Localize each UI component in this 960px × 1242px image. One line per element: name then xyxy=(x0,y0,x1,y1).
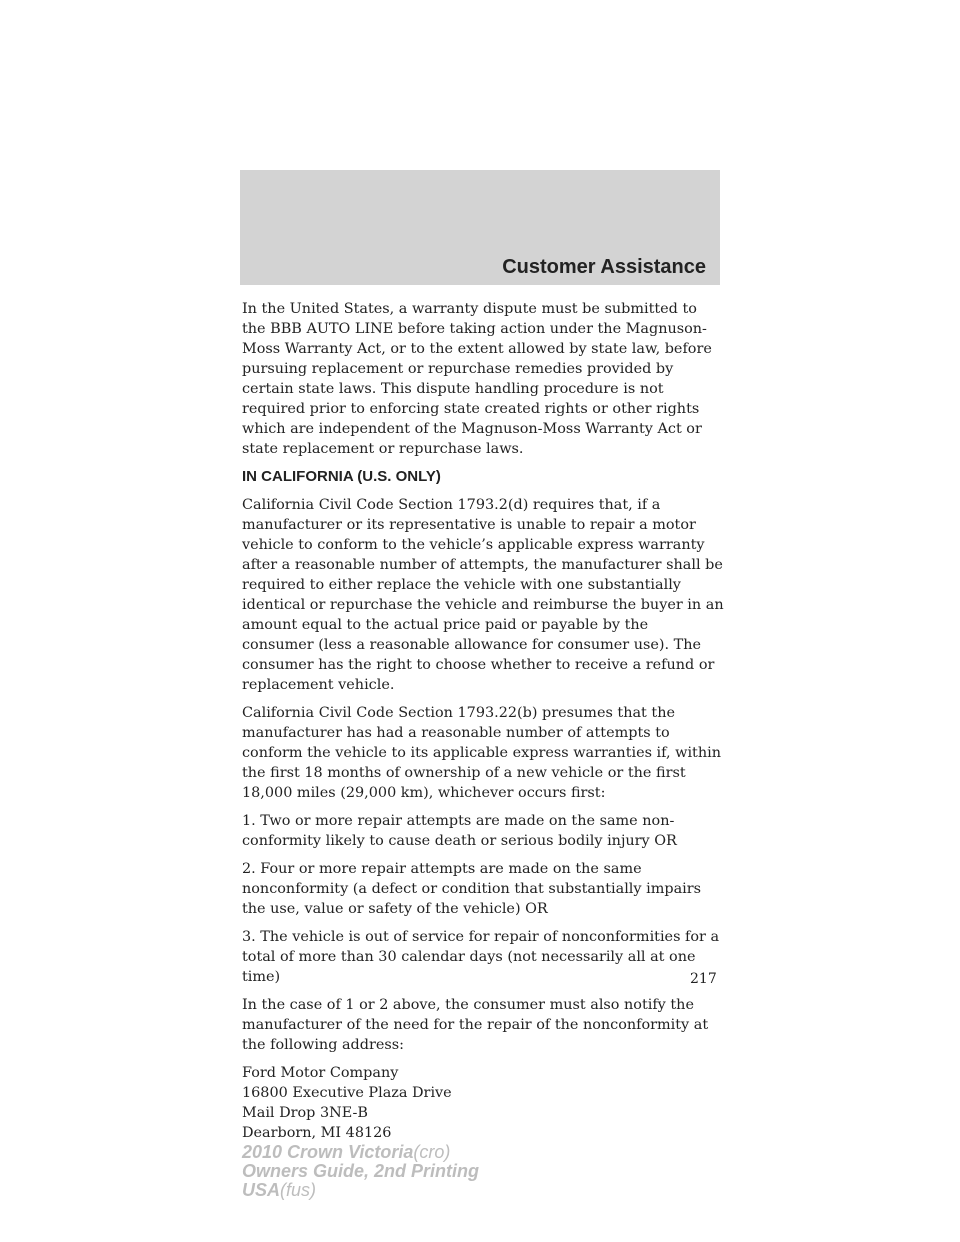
footer-line-1: 2010 Crown Victoria(cro) xyxy=(242,1142,451,1162)
paragraph-notify: In the case of 1 or 2 above, the consumer must also notify the manufacturer of the need for the repair of the nonconformity at the following address: xyxy=(242,997,709,1053)
paragraph-civil-code-1793-2: California Civil Code Section 1793.2(d) requires that, if a manufacturer or its representative is unable to repair a motor vehicle to conform to the vehicle’s applicable express warranty after a reasonable number of attempts, the manufacturer shall be required to either replace the vehicle with one substantially identical or repurchase the vehicle and reimburse the buyer in an amount equal to the actual price paid or payable by the consumer (less a reasonable allowance for consumer use). The consumer has the right to choose whether to receive a refund or replacement vehicle. xyxy=(242,497,724,693)
list-item-3: 3. The vehicle is out of service for repair of nonconformities for a total of more than 30 calendar days (not necessarily all at one time) xyxy=(242,929,720,985)
section-header-band xyxy=(240,170,720,285)
section-title: Customer Assistance xyxy=(502,256,706,278)
page-number: 217 xyxy=(690,971,717,987)
address-line: Mail Drop 3NE-B xyxy=(242,1105,368,1121)
list-item-2: 2. Four or more repair attempts are made on the same nonconformity (a defect or condition that substantially impairs the use, value or safety of the vehicle) OR xyxy=(242,861,702,917)
paragraph-warranty-dispute: In the United States, a warranty dispute must be submitted to the BBB AUTO LINE before taking action under the Magnuson-Moss Warranty Act, or to the extent allowed by state law, before pursuing replacement or repurchase remedies provided by certain state laws. This dispute handling procedure is not required prior to enforcing state created rights or other rights which are independent of the Magnuson-Moss Warranty Act or state replacement or repurchase laws. xyxy=(242,301,712,457)
page-body xyxy=(242,299,724,1143)
footer-line-3: USA(fus) xyxy=(242,1180,317,1200)
address-line: 16800 Executive Plaza Drive xyxy=(242,1085,452,1101)
heading-california: IN CALIFORNIA (U.S. ONLY) xyxy=(242,468,441,485)
address-line: Dearborn, MI 48126 xyxy=(242,1125,392,1141)
address-line: Ford Motor Company xyxy=(242,1065,399,1081)
paragraph-civil-code-1793-22: California Civil Code Section 1793.22(b) presumes that the manufacturer has had a reasonable number of attempts to conform the vehicle to its applicable express warranties if, within the first 18 months of ownership of a new vehicle or the first 18,000 miles (29,000 km), whichever occurs first: xyxy=(242,705,721,801)
footer-line-2: Owners Guide, 2nd Printing xyxy=(242,1161,480,1181)
footer-watermark xyxy=(242,1143,479,1200)
list-item-1: 1. Two or more repair attempts are made on the same non-conformity likely to cause death or serious bodily injury OR xyxy=(242,813,677,849)
mailing-address xyxy=(242,1063,724,1143)
